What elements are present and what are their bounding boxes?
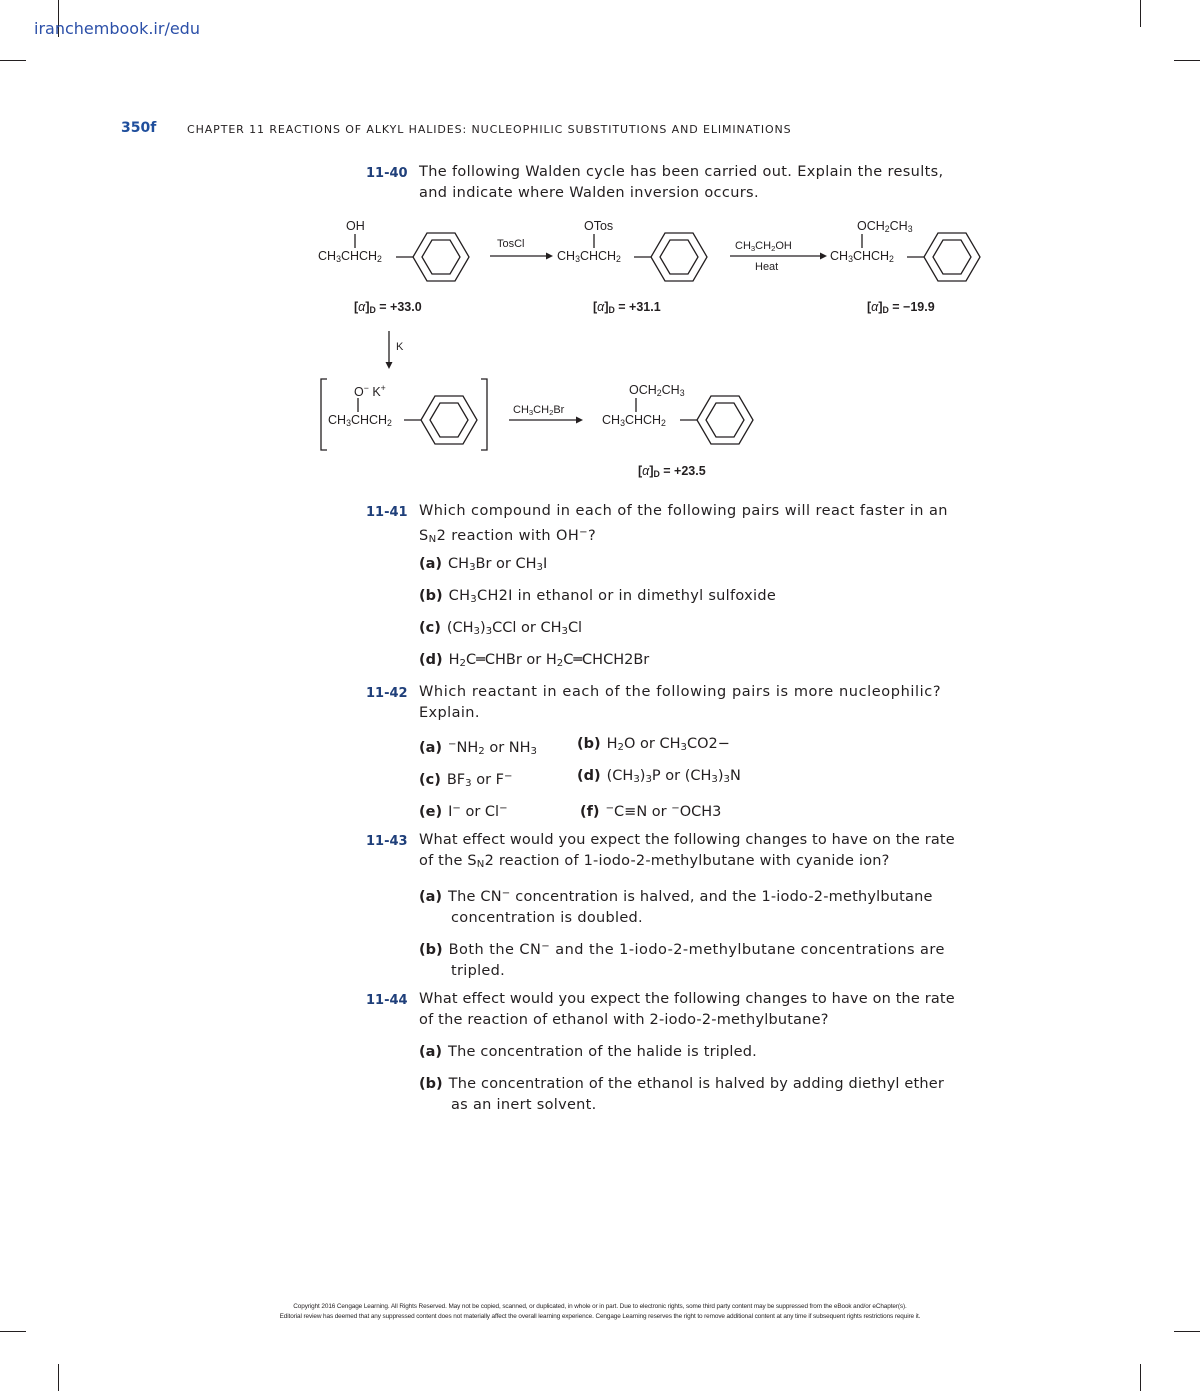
list-item [419, 798, 508, 823]
benzene-inner-ring [430, 403, 468, 437]
item-text: $H_2O$ or $CH_3CO2-$ [606, 736, 730, 753]
question-number-11-43: 11-43 [366, 834, 408, 849]
list-item [419, 554, 547, 578]
page-number: 350f [121, 120, 157, 136]
text-line: of the $S_N2$ reaction of 1-iodo-2-methylbutane with cyanide ion? [419, 853, 890, 870]
reagent-tosyl-chloride: TosCl [497, 238, 525, 250]
optical-rotation-2: $[\alpha]_D = +31.1$ [593, 300, 661, 315]
text-line: Which reactant in each of the following pairs is more nucleophilic? [419, 684, 942, 700]
item-text: I− or Cl− [448, 803, 508, 820]
reagent-ethyl-bromide: $CH_3CH_2Br$ [513, 404, 565, 417]
crop-mark [58, 1364, 59, 1391]
item-label: (b) [419, 1076, 443, 1092]
reagent-potassium: K [396, 341, 404, 353]
optical-rotation-4: $[\alpha]_D = +23.5$ [638, 464, 706, 479]
item-label: (a) [419, 1044, 443, 1060]
text-line: What effect would you expect the following changes to have on the rate [419, 832, 955, 848]
question-text-11-44 [419, 989, 981, 1031]
crop-mark [0, 1331, 26, 1332]
item-label: (b) [419, 942, 443, 958]
list-item [419, 734, 537, 762]
list-item [577, 766, 741, 790]
item-label: (e) [419, 804, 443, 820]
item-label: (a) [419, 889, 443, 905]
list-item [577, 734, 730, 758]
reagent-heat: Heat [755, 261, 779, 273]
text-line: Explain. [419, 705, 480, 721]
text-line: $S_N2$ reaction with OH−? [419, 527, 597, 545]
benzene-inner-ring [422, 240, 460, 274]
item-label: (f) [580, 804, 600, 820]
item-label: (c) [419, 620, 441, 636]
list-item [419, 883, 981, 929]
text-line: Which compound in each of the following pairs will react faster in an [419, 503, 948, 519]
item-text: $^-NH_2$ or $NH_3$ [448, 739, 537, 757]
ethoxy-label: $OCH_2CH_3$ [629, 383, 685, 398]
question-number-11-44: 11-44 [366, 993, 408, 1008]
tosylate-label: OTos [584, 219, 614, 233]
item-text: $(CH_3)_3P$ or $(CH_3)_3N$ [606, 768, 741, 785]
copyright-line: Editorial review has deemed that any suppressed content does not materially affect the overall learning experience. Cengage Learning reserves the right to remove additional content at any time if subsequent rights restrictions require it. [279, 1313, 921, 1320]
item-label: (a) [419, 556, 443, 572]
chain-label: $CH_3CHCH_2$ [328, 413, 392, 428]
question-text-11-41 [419, 501, 981, 550]
text-line: of the reaction of ethanol with 2-iodo-2-methylbutane? [419, 1012, 829, 1028]
crop-mark [1140, 1364, 1141, 1391]
question-number-11-40: 11-40 [366, 166, 408, 181]
chapter-title: CHAPTER 11 REACTIONS OF ALKYL HALIDES: NUCLEOPHILIC SUBSTITUTIONS AND ELIMINATIONS [187, 123, 792, 136]
item-text: as an inert solvent. [451, 1097, 597, 1113]
item-label: (d) [419, 652, 443, 668]
arrow-head [820, 253, 827, 260]
text-line: The following Walden cycle has been carried out. Explain the results, [419, 164, 944, 180]
chain-label: $CH_3CHCH_2$ [557, 249, 621, 264]
benzene-inner-ring [660, 240, 698, 274]
list-item [580, 798, 721, 823]
question-number-11-42: 11-42 [366, 686, 408, 701]
optical-rotation-3: $[\alpha]_D = -19.9$ [867, 300, 935, 315]
hydroxyl-label: OH [346, 219, 365, 233]
copyright-line: Copyright 2016 Cengage Learning. All Rights Reserved. May not be copied, scanned, or duplicated, in whole or in part. Due to electronic rights, some third party content may be suppressed from the eBook and/or eChapter(s). [293, 1303, 907, 1310]
walden-cycle-scheme [0, 0, 1200, 490]
alkoxide-label: O− K+ [354, 383, 386, 399]
item-label: (d) [577, 768, 601, 784]
question-number-11-41: 11-41 [366, 505, 408, 520]
arrow-head [576, 417, 583, 424]
bracket-left [321, 379, 327, 450]
ethoxy-label: $OCH_2CH_3$ [857, 219, 913, 234]
list-item [419, 618, 582, 642]
list-item [419, 650, 649, 674]
item-text: $CH_3Br$ or $CH_3I$ [448, 556, 548, 573]
item-text: $BF_3$ or F− [446, 771, 513, 789]
item-text: The concentration of the ethanol is halved by adding diethyl ether [448, 1076, 945, 1092]
item-label: (a) [419, 740, 443, 756]
question-text-11-43 [419, 830, 981, 875]
chain-label: $CH_3CHCH_2$ [318, 249, 382, 264]
item-text: $CH_3CH2I$ in ethanol or in dimethyl sulfoxide [448, 588, 777, 605]
item-text: tripled. [451, 963, 506, 979]
benzene-inner-ring [933, 240, 971, 274]
list-item [419, 766, 513, 794]
arrow-head [386, 362, 393, 369]
text-line: What effect would you expect the following changes to have on the rate [419, 991, 955, 1007]
item-text: The CN− concentration is halved, and the 1-iodo-2-methylbutane [448, 888, 933, 905]
item-text: Both the CN− and the 1-iodo-2-methylbutane concentrations are [448, 941, 945, 958]
list-item [419, 1042, 757, 1063]
crop-mark [1174, 1331, 1200, 1332]
item-text: $(CH_3)_3CCl$ or $CH_3Cl$ [446, 620, 583, 637]
arrow-head [546, 253, 553, 260]
reagent-ethanol: $CH_3CH_2OH$ [735, 240, 792, 253]
question-text-11-42 [419, 682, 981, 724]
list-item [419, 936, 981, 982]
item-label: (b) [419, 588, 443, 604]
list-item [419, 586, 776, 610]
item-text: $H_2C═CHBr$ or $H_2C═CHCH2Br$ [448, 652, 650, 669]
item-label: (c) [419, 772, 441, 788]
benzene-inner-ring [706, 403, 744, 437]
chain-label: $CH_3CHCH_2$ [830, 249, 894, 264]
bracket-right [481, 379, 487, 450]
item-text: −C≡N or −OCH3 [605, 803, 722, 820]
item-label: (b) [577, 736, 601, 752]
optical-rotation-1: $[\alpha]_D = +33.0$ [354, 300, 422, 315]
item-text: The concentration of the halide is tripled. [448, 1044, 757, 1060]
list-item [419, 1074, 981, 1116]
item-text: concentration is doubled. [451, 910, 643, 926]
text-line: and indicate where Walden inversion occurs. [419, 185, 759, 201]
chain-label: $CH_3CHCH_2$ [602, 413, 666, 428]
site-watermark: iranchembook.ir/edu [34, 19, 200, 38]
scheme-graphics [0, 0, 1200, 490]
